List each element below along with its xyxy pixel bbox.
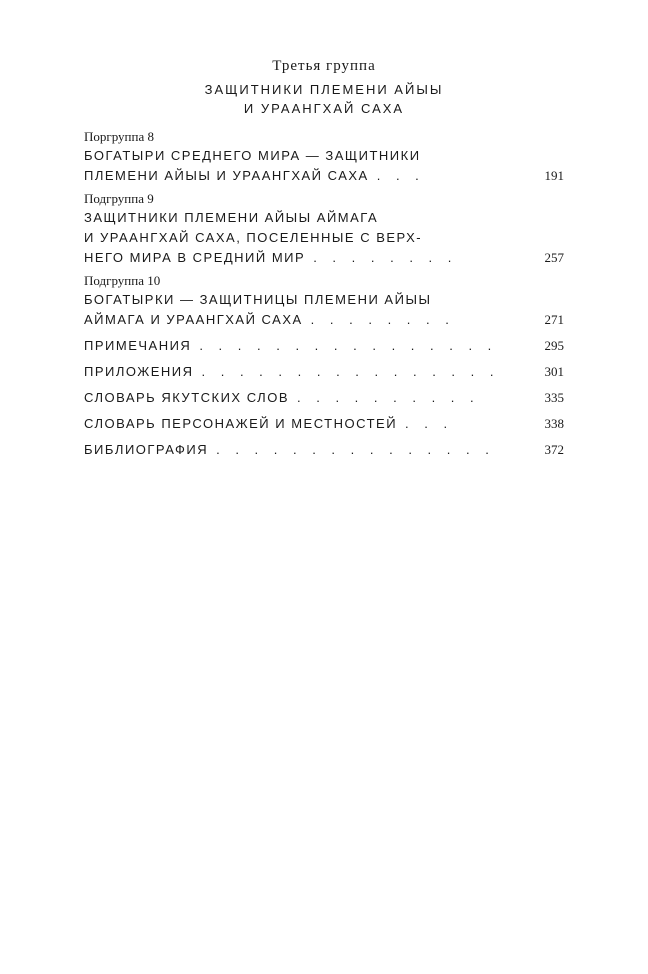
toc-entry-text: ПЛЕМЕНИ АЙЫЫ И УРААНГХАЙ САХА <box>84 168 369 183</box>
subgroup-label: Поргруппа 8 <box>84 129 154 144</box>
toc-entry-text: НЕГО МИРА В СРЕДНИЙ МИР <box>84 250 306 265</box>
toc-entry-yakut-dictionary <box>84 388 564 408</box>
toc-entry-appendices <box>84 362 564 382</box>
dot-leader: . . . . . . . . . . <box>297 390 480 405</box>
dot-leader: . . . . . . . . <box>313 250 458 265</box>
subgroup-label: Подгруппа 10 <box>84 273 161 288</box>
group-title-line: И УРААНГХАЙ САХА <box>243 101 405 116</box>
toc-entry-notes <box>84 336 564 356</box>
toc-entry-text: ЗАЩИТНИКИ ПЛЕМЕНИ АЙЫЫ АЙМАГА <box>84 210 379 225</box>
toc-entry-line <box>84 310 564 330</box>
page-number: 257 <box>544 250 564 265</box>
toc-entry-subgroup-9 <box>84 190 564 268</box>
page-number: 372 <box>544 442 564 457</box>
toc-entry-text: АЙМАГА И УРААНГХАЙ САХА <box>84 312 303 327</box>
toc-entry-line <box>84 166 564 186</box>
page-number: 295 <box>544 338 564 353</box>
toc-entry-line <box>84 228 564 248</box>
toc-entry-text: СЛОВАРЬ ПЕРСОНАЖЕЙ И МЕСТНОСТЕЙ <box>84 416 398 431</box>
toc-entry-subgroup-8 <box>84 128 564 186</box>
group-label: Третья группа <box>272 58 376 74</box>
toc-entry-bibliography <box>84 440 564 460</box>
table-of-contents <box>84 128 564 466</box>
subgroup-label: Подгруппа 9 <box>84 191 154 206</box>
dot-leader: . . . . . . . . <box>310 312 455 327</box>
toc-entry-text: ПРИМЕЧАНИЯ <box>84 338 192 353</box>
toc-entry-text: И УРААНГХАЙ САХА, ПОСЕЛЕННЫЕ С ВЕРХ- <box>84 230 423 245</box>
dot-leader: . . . <box>405 416 454 431</box>
page-number: 301 <box>544 364 564 379</box>
toc-entry-text: ПРИЛОЖЕНИЯ <box>84 364 194 379</box>
dot-leader: . . . . . . . . . . . . . . . . <box>201 364 500 379</box>
toc-entry-text: БОГАТЫРИ СРЕДНЕГО МИРА — ЗАЩИТНИКИ <box>84 148 421 163</box>
dot-leader: . . . . . . . . . . . . . . . . <box>199 338 498 353</box>
toc-entry-text: СЛОВАРЬ ЯКУТСКИХ СЛОВ <box>84 390 289 405</box>
page-number: 338 <box>544 416 564 431</box>
toc-entry-line <box>84 208 564 228</box>
toc-entry-line <box>84 248 564 268</box>
page-number: 271 <box>544 312 564 327</box>
toc-entry-line <box>84 290 564 310</box>
group-title <box>0 80 648 118</box>
toc-entry-text: БИБЛИОГРАФИЯ <box>84 442 209 457</box>
page-number: 191 <box>544 168 564 183</box>
dot-leader: . . . <box>376 168 425 183</box>
page-number: 335 <box>544 390 564 405</box>
toc-entry-characters-dictionary <box>84 414 564 434</box>
toc-entry-text: БОГАТЫРКИ — ЗАЩИТНИЦЫ ПЛЕМЕНИ АЙЫЫ <box>84 292 432 307</box>
dot-leader: . . . . . . . . . . . . . . . <box>216 442 495 457</box>
group-title-line: ЗАЩИТНИКИ ПЛЕМЕНИ АЙЫЫ <box>204 82 444 97</box>
toc-entry-line <box>84 146 564 166</box>
toc-entry-subgroup-10 <box>84 272 564 330</box>
